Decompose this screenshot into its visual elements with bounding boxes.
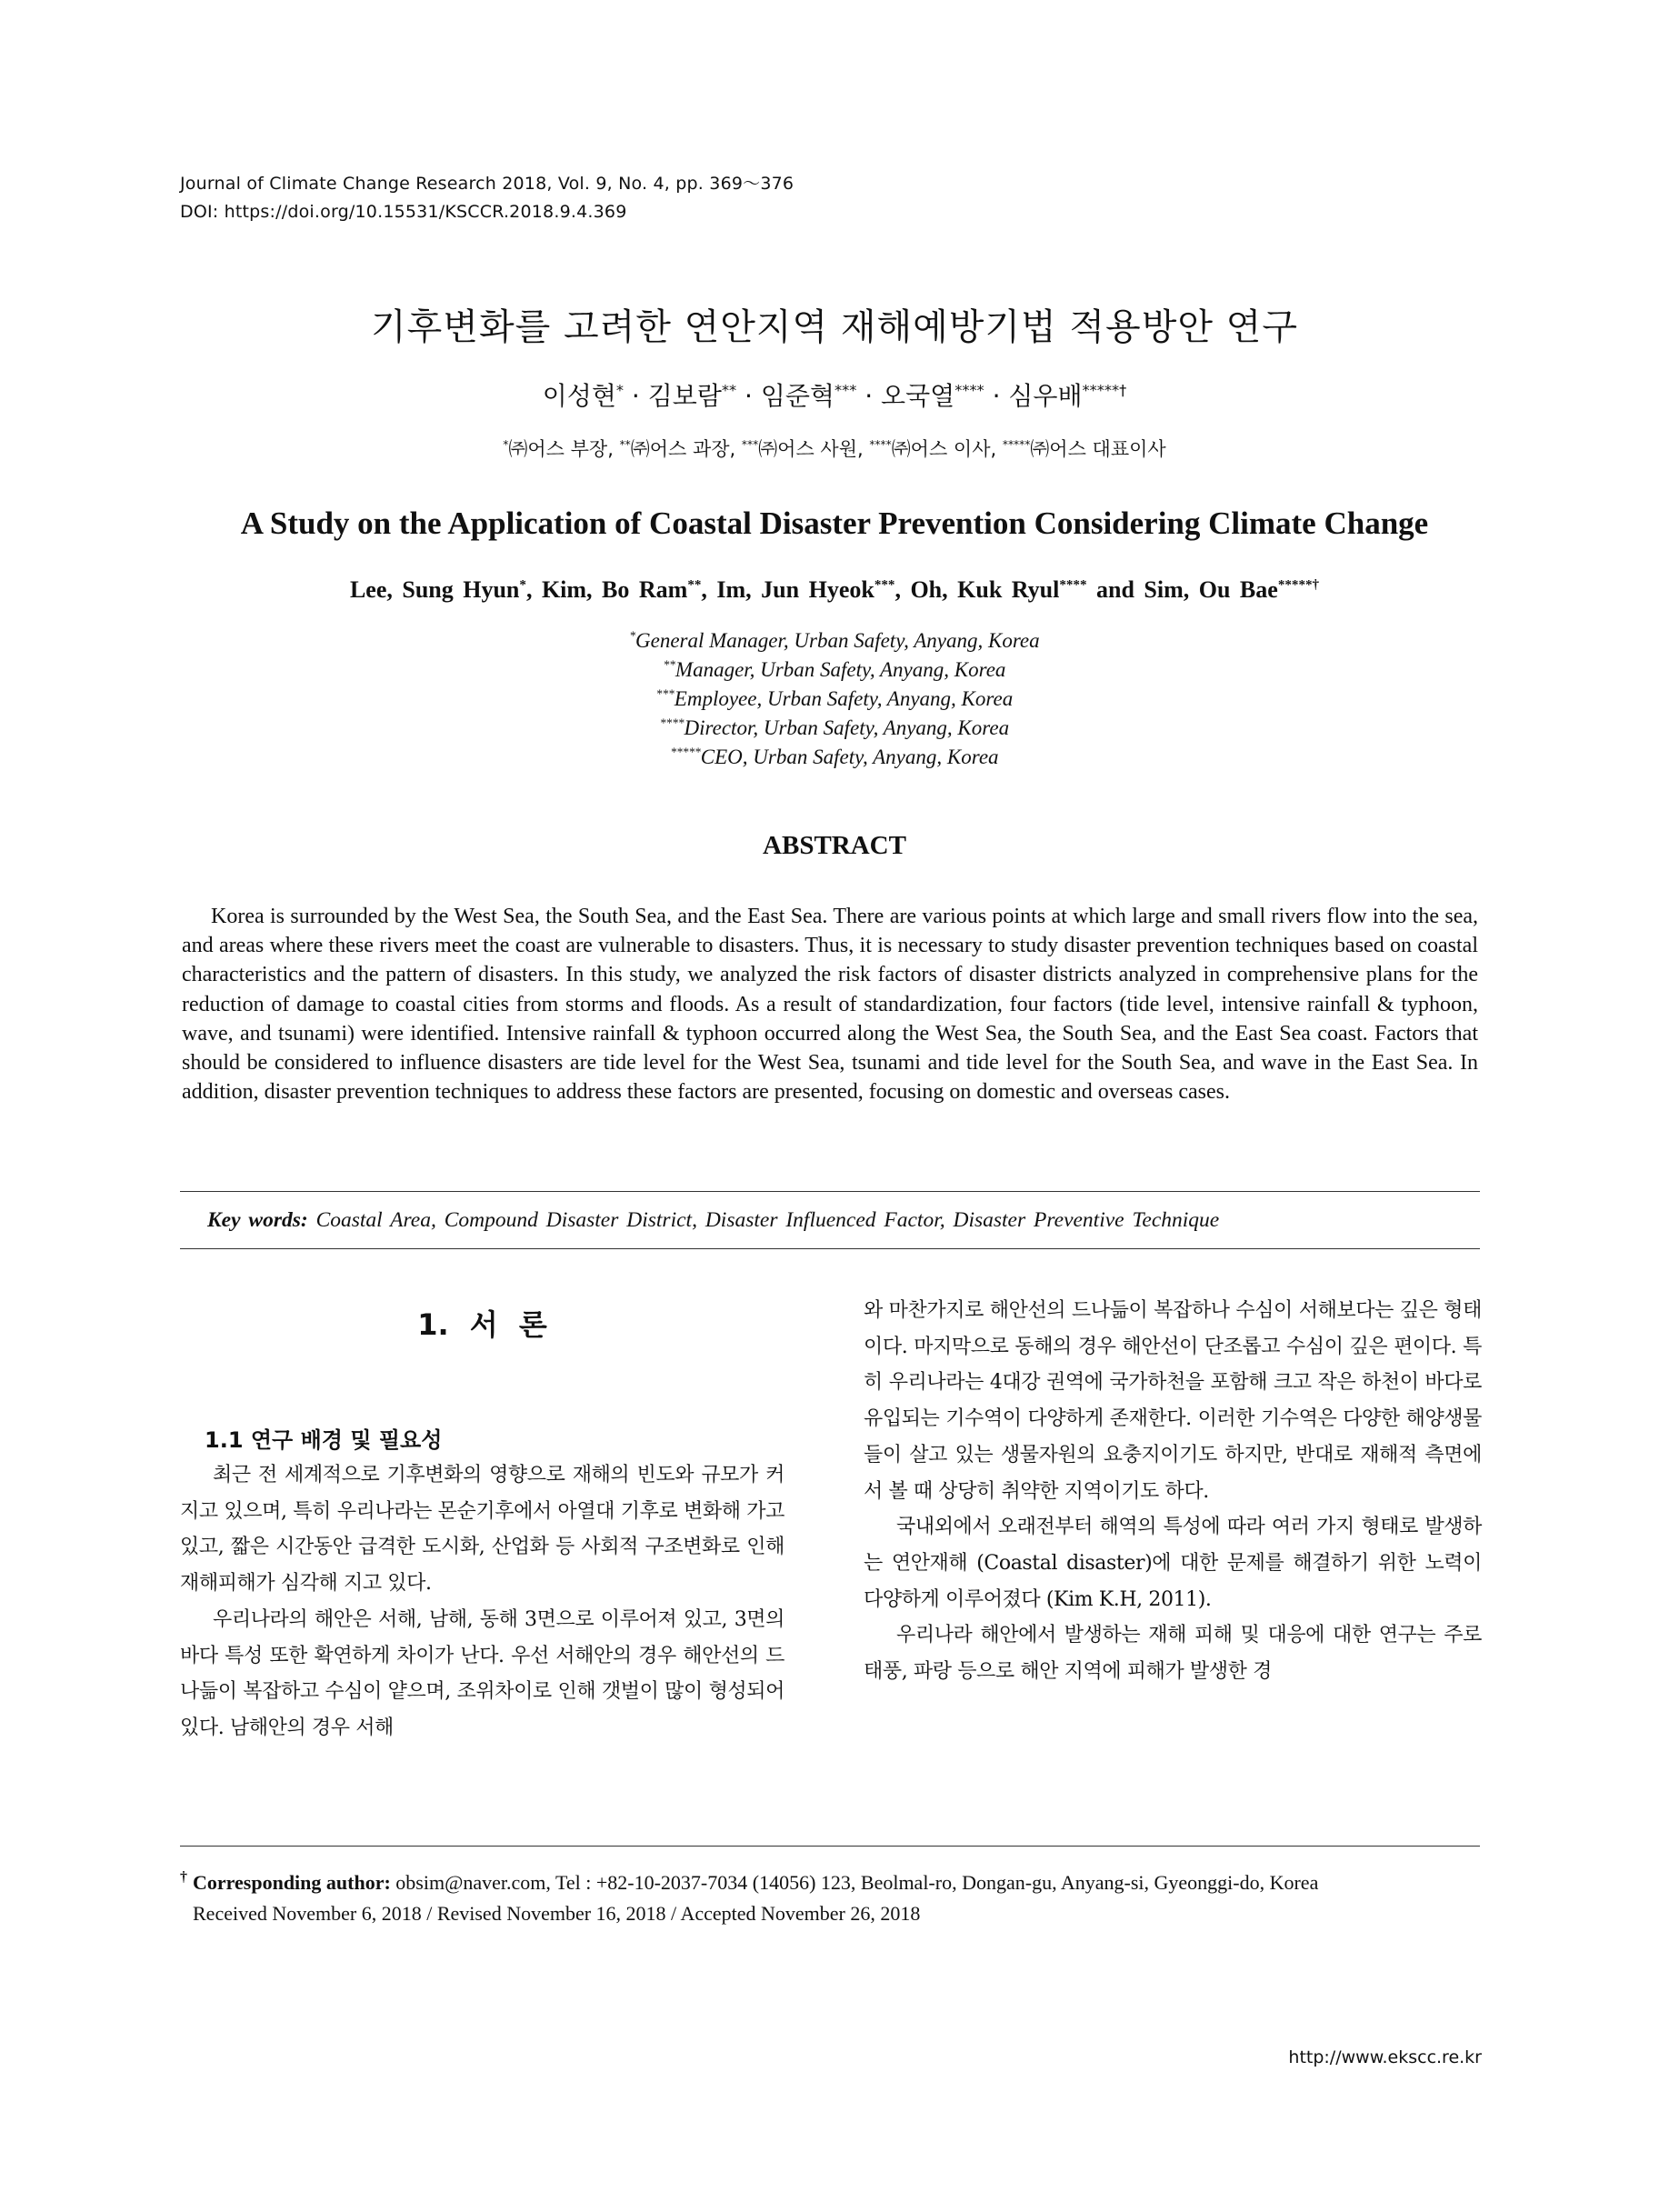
divider-top (180, 1191, 1480, 1192)
keywords-text: Coastal Area, Compound Disaster District, Disaster Influenced Factor, Disaster Preventive Technique (307, 1208, 1220, 1232)
footnote-label: Corresponding author: (193, 1871, 391, 1894)
abstract-heading: ABSTRACT (763, 831, 906, 860)
paragraph: 최근 전 세계적으로 기후변화의 영향으로 재해의 빈도와 규모가 커지고 있으며, 특히 우리나라는 몬순기후에서 아열대 기후로 변화해 가고 있고, 짧은 시간동안 급격한 도시화, 산업화 등 사회적 구조변화로 인해 재해피해가 심각해 지고 있다. (180, 1464, 785, 1596)
title-korean: 기후변화를 고려한 연안지역 재해예방기법 적용방안 연구 (371, 306, 1298, 348)
paragraph: 와 마찬가지로 해안선의 드나듦이 복잡하나 수심이 서해보다는 깊은 형태이다. 마지막으로 동해의 경우 해안선이 단조롭고 수심이 깊은 편이다. 특히 우리나라는 4대강 권역에 국가하천을 포함해 크고 작은 하천이 바다로 유입되는 기수역이 다양하게 존재한다. 이러한 기수역은 다양한 해양생물들이 살고 있는 생물자원의 요충지이기도 하지만, 반대로 재해적 측면에서 볼 때 상당히 취약한 지역이기도 하다. (864, 1299, 1482, 1503)
keywords-label: Key words: (207, 1208, 308, 1232)
dagger-mark: † (180, 1869, 187, 1885)
doi-link[interactable]: DOI: https://doi.org/10.15531/KSCCR.2018.9.4.369 (180, 202, 627, 222)
affiliation-en-5: *****CEO, Urban Safety, Anyang, Korea (670, 745, 999, 768)
affiliation-en-1: *General Manager, Urban Safety, Anyang, Korea (629, 628, 1040, 652)
authors-korean: 이성현* · 김보람** · 임준혁*** · 오국열**** · 심우배*****† (542, 381, 1127, 411)
affiliation-en-3: ***Employee, Urban Safety, Anyang, Korea (655, 686, 1014, 710)
keywords (207, 1208, 1219, 1233)
section-heading: 1. 서 론 (417, 1307, 547, 1342)
paragraph: 국내외에서 오래전부터 해역의 특성에 따라 여러 가지 형태로 발생하는 연안재해 (Coastal disaster)에 대한 문제를 해결하기 위한 노력이 다양하게 이루어졌다 (Kim K.H, 2011). (864, 1516, 1482, 1611)
author-ko-1: 이성현* (542, 381, 625, 411)
authors-english: Lee, Sung Hyun*, Kim, Bo Ram**, Im, Jun Hyeok***, Oh, Kuk Ryul**** and Sim, Ou Bae*****† (349, 576, 1320, 603)
journal-citation: Journal of Climate Change Research 2018, Vol. 9, No. 4, pp. 369～376 (180, 174, 795, 194)
author-ko-5: 심우배*****† (1008, 381, 1127, 411)
body-column-left (180, 1457, 785, 1747)
affiliation-en-2: **Manager, Urban Safety, Anyang, Korea (663, 657, 1006, 681)
affiliation-en-4: ****Director, Urban Safety, Anyang, Korea (659, 716, 1010, 739)
abstract-text: Korea is surrounded by the West Sea, the South Sea, and the East Sea. There are various points at which large and small rivers flow into the sea, and areas where these rivers meet the coast are vulnerable to disasters. Thus, it is necessary to study disaster prevention techniques based on coastal characteristics and the pattern of disasters. In this study, we analyzed the risk factors of disaster districts analyzed in comprehensive plans for the reduction of damage to coastal cities from storms and floods. As a result of standardization, four factors (tide level, intensive rainfall & typhoon, wave, and tsunami) were identified. Intensive rainfall & typhoon occurred along the West Sea, the South Sea, and the East Sea coast. Factors that should be considered to influence disasters are tide level for the West Sea, tsunami and tide level for the South Sea, and wave in the East Sea. In addition, disaster prevention techniques to address these factors are presented, focusing on domestic and overseas cases. (182, 905, 1478, 1105)
author-ko-4: 오국열**** (881, 381, 984, 411)
title-english: A Study on the Application of Coastal Disaster Prevention Considering Climate Change (240, 505, 1429, 541)
author-ko-3: 임준혁*** (760, 381, 857, 411)
footnote-dates: Received November 6, 2018 / Revised November 16, 2018 / Accepted November 26, 2018 (193, 1902, 921, 1925)
footnote-contact: obsim@naver.com, Tel : +82-10-2037-7034 (14056) 123, Beolmal-ro, Dongan-gu, Anyang-si, Gyeonggi-do, Korea (390, 1871, 1319, 1894)
author-en-5: Sim, Ou Bae*****† (1144, 576, 1320, 603)
paragraph: 우리나라 해안에서 발생하는 재해 피해 및 대응에 대한 연구는 주로 태풍, 파랑 등으로 해안 지역에 피해가 발생한 경 (864, 1624, 1482, 1684)
footer-url[interactable]: http://www.ekscc.re.kr (1288, 2047, 1482, 2067)
author-ko-2: 김보람** (647, 381, 737, 411)
footnote-divider (180, 1846, 1480, 1847)
paragraph: 우리나라의 해안은 서해, 남해, 동해 3면으로 이루어져 있고, 3면의 바다 특성 또한 확연하게 차이가 난다. 우선 서해안의 경우 해안선의 드나듦이 복잡하고 수심이 얕으며, 조위차이로 인해 갯벌이 많이 형성되어 있다. 남해안의 경우 서해 (180, 1607, 785, 1739)
affiliations-korean: *㈜어스 부장, **㈜어스 과장, ***㈜어스 사원, ****㈜어스 이사, *****㈜어스 대표이사 (503, 438, 1166, 460)
author-en-2: Kim, Bo Ram** (541, 576, 702, 603)
author-en-4: Oh, Kuk Ryul**** (910, 576, 1087, 603)
divider-bottom (180, 1248, 1480, 1249)
subsection-heading: 1.1 연구 배경 및 필요성 (205, 1427, 443, 1453)
corresponding-author-footnote (180, 1867, 1319, 1929)
body-column-right (864, 1293, 1482, 1690)
author-en-3: Im, Jun Hyeok*** (716, 576, 895, 603)
author-en-1: Lee, Sung Hyun* (349, 576, 526, 603)
